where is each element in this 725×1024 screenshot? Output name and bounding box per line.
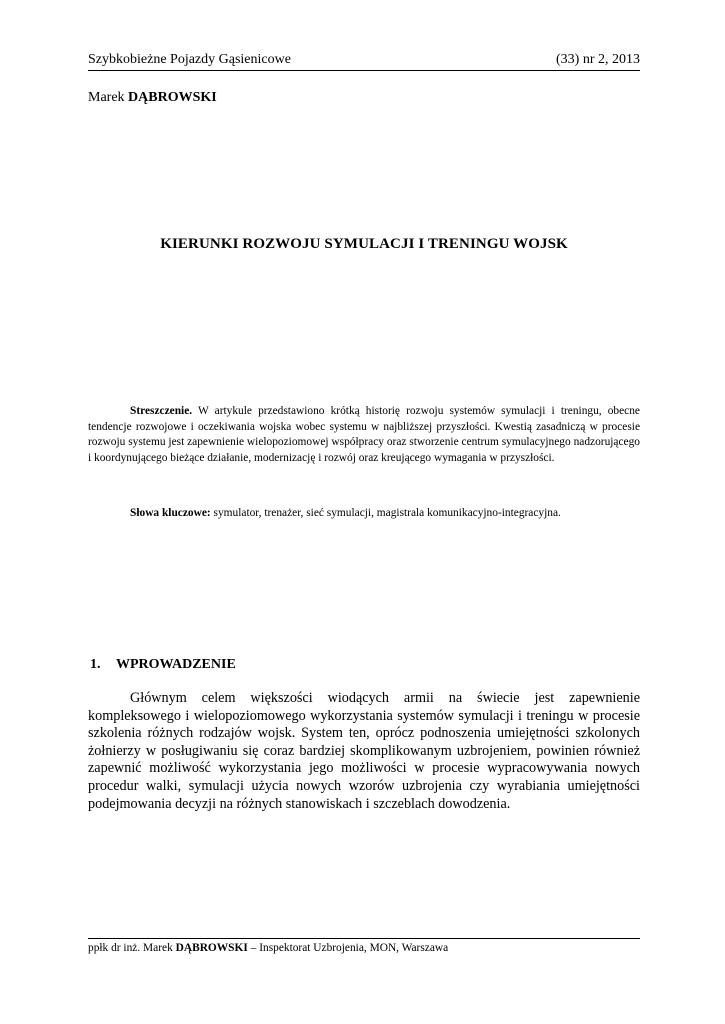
abstract — [88, 404, 640, 466]
paper-title: KIERUNKI ROZWOJU SYMULACJI I TRENINGU WOJSK — [160, 236, 568, 252]
journal-title: Szybkobieżne Pojazdy Gąsienicowe — [88, 52, 291, 67]
footnote-divider — [88, 938, 640, 939]
section-heading — [90, 657, 236, 673]
running-header — [88, 52, 640, 71]
author-last-name: DĄBROWSKI — [128, 90, 217, 105]
keywords-text: symulator, trenażer, sieć symulacji, magistrala komunikacyjno-integracyjna. — [213, 507, 561, 519]
paragraph-text: Głównym celem większości wiodących armii na świecie jest zapewnienie kompleksowego i wielopoziomowego wykorzystania systemów symulacji i treningu w procesie szkolenia różnych rodzajów wojsk. System ten, oprócz podnoszenia umiejętności szkolonych żołnierzy w posługiwaniu się coraz bardziej skomplikowanym uzbrojeniem, powinien również zapewnić możliwość wykorzystania jego możliwości w procesie wypracowywania nowych procedur walki, symulacji użycia nowych wzorów uzbrojenia czy wyrabiania umiejętności podejmowania decyzji na różnych stanowiskach i szczeblach dowodzenia. — [88, 690, 640, 812]
author-first-name: Marek — [88, 90, 125, 105]
abstract-text: W artykule przedstawiono krótką historię rozwoju systemów symulacji i treningu, obecne tendencje rozwojowe i oczekiwania wojska wobec systemu w najbliższej przyszłości. Kwestią zasadniczą w procesie rozwoju systemu jest zapewnienie wielopoziomowej współpracy oraz stworzenie centrum symulacyjnego nadzorującego i koordynującego bieżące działanie, modernizację i rozwój oraz kreującego wymagania w przyszłości. — [88, 405, 640, 464]
section-number: 1. — [90, 657, 101, 672]
author-line — [88, 90, 217, 106]
footnote-name: DĄBROWSKI — [175, 942, 248, 954]
abstract-label: Streszczenie. — [130, 405, 193, 417]
footnote-prefix: ppłk dr inż. Marek — [88, 942, 173, 954]
footnote-suffix: – Inspektorat Uzbrojenia, MON, Warszawa — [250, 942, 449, 954]
issue-number: (33) nr 2, 2013 — [556, 52, 640, 67]
section-title: WPROWADZENIE — [116, 657, 236, 672]
footnote — [88, 942, 448, 954]
body-paragraph — [88, 690, 640, 813]
keywords-label: Słowa kluczowe: — [130, 507, 211, 519]
keywords — [130, 507, 561, 519]
